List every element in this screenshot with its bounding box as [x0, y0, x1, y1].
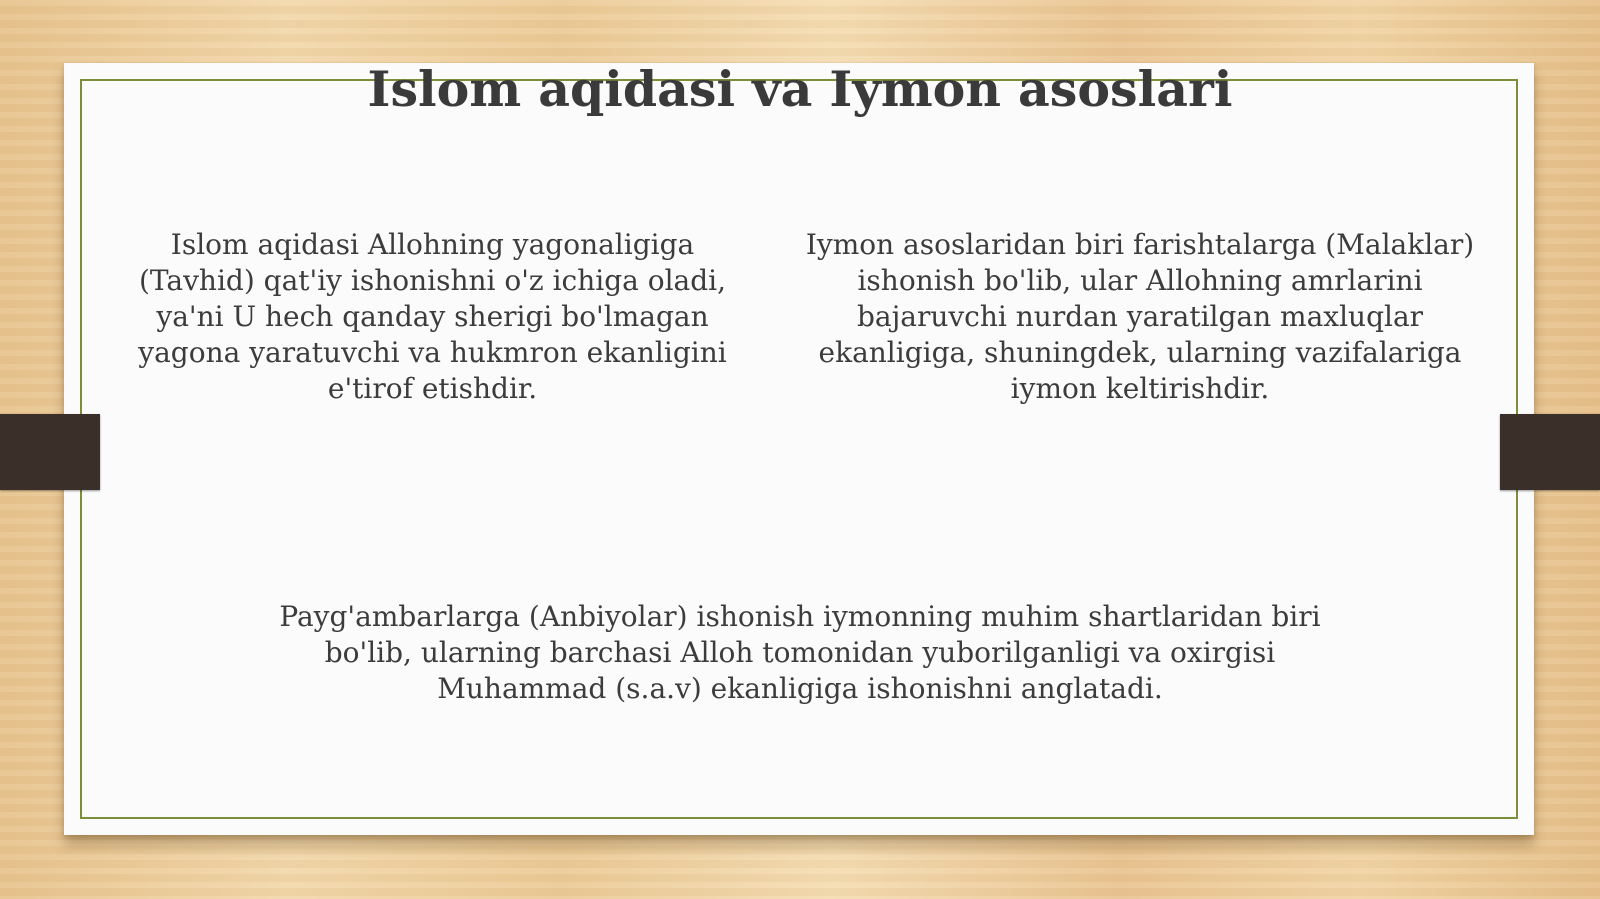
right-binder-tab: [1500, 414, 1600, 490]
right-paragraph: Iymon asoslaridan biri farishtalarga (Malaklar) ishonish bo'lib, ular Allohning amrlarini bajaruvchi nurdan yaratilgan maxluqlar ekanligiga, shuningdek, ularning vazifalariga iymon keltirishdir.: [805, 228, 1475, 405]
left-paragraph: Islom aqidasi Allohning yagonaligiga (Tavhid) qat'iy ishonishni o'z ichiga oladi, ya'ni U hech qanday sherigi bo'lmagan yagona yaratuvchi va hukmron ekanligini e'tirof etishdir.: [138, 228, 727, 405]
left-binder-tab: [0, 414, 100, 490]
slide-title: Islom aqidasi va Iymon asoslari: [367, 60, 1233, 118]
slide-paper: [64, 63, 1534, 835]
slide-frame-border: [80, 79, 1518, 819]
bottom-paragraph: Payg'ambarlarga (Anbiyolar) ishonish iymonning muhim shartlaridan biri bo'lib, ularning barchasi Alloh tomonidan yuborilganligi va oxirgisi Muhammad (s.a.v) ekanligiga ishonishni anglatadi.: [279, 600, 1321, 705]
